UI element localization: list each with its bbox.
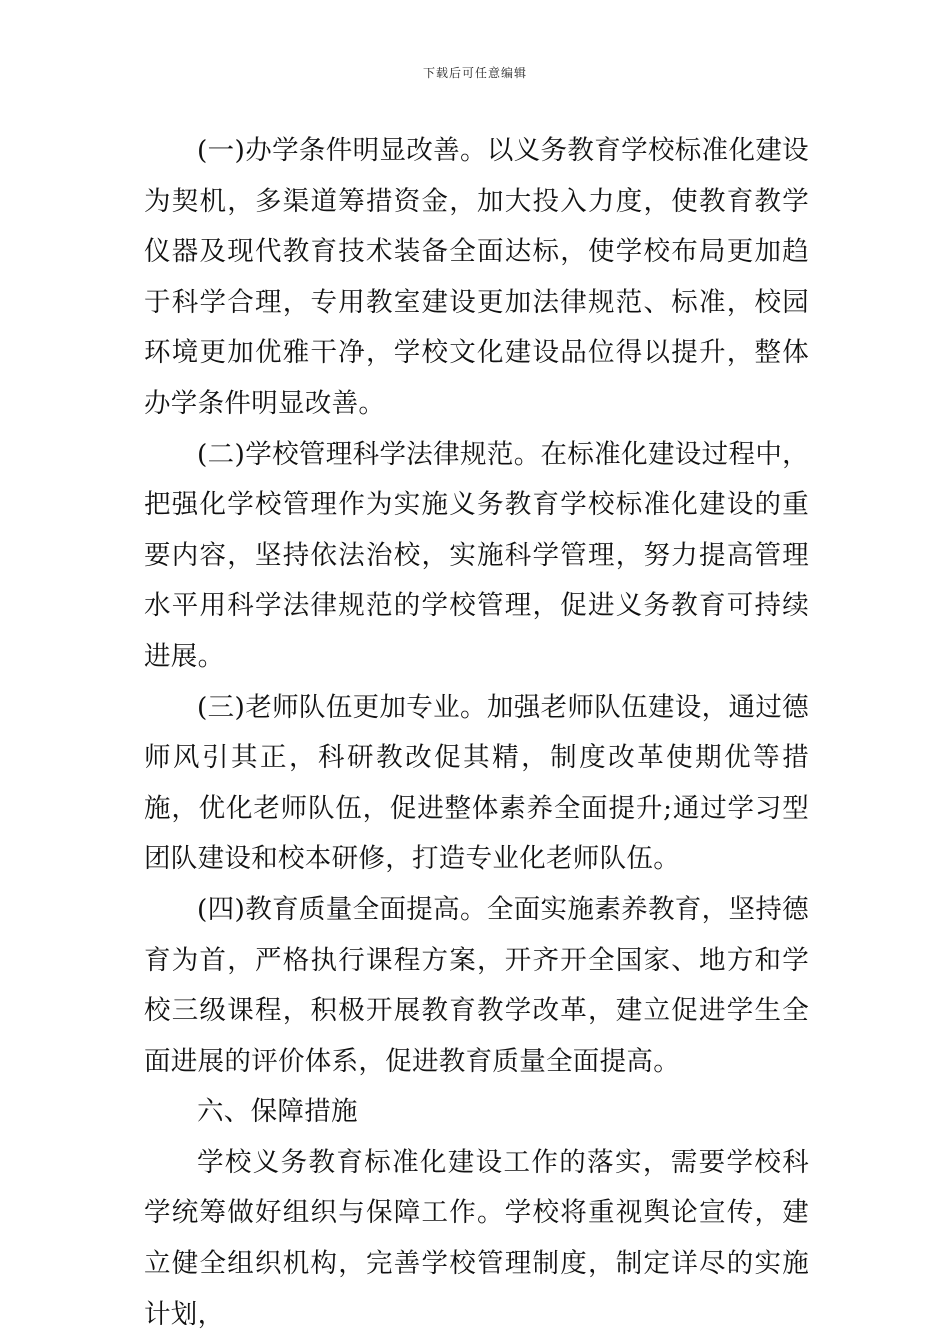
paragraph-school-management: (二)学校管理科学法律规范。在标准化建设过程中，把强化学校管理作为实施义务教育学校标准化建设的重要内容，坚持依法治校，实施科学管理，努力提高管理水平用科学法律规范的学校管理，促进义务教育可持续进展。	[144, 438, 809, 672]
paragraph-teacher-team: (三)老师队伍更加专业。加强老师队伍建设，通过德师风引其正，科研教改促其精，制度改革使期优等措施，优化老师队伍，促进整体素养全面提升;通过学习型团队建设和校本研修，打造专业化老师队伍。	[144, 691, 809, 875]
paragraph-school-conditions: (一)办学条件明显改善。以义务教育学校标准化建设为契机，多渠道筹措资金，加大投入力度，使教育教学仪器及现代教育技术装备全面达标，使学校布局更加趋于科学合理，专用教室建设更加法律规范、标准，校园环境更加优雅干净，学校文化建设品位得以提升，整体办学条件明显改善。	[144, 135, 809, 419]
document-body	[144, 126, 809, 1340]
paragraph-safeguard-work: 学校义务教育标准化建设工作的落实，需要学校科学统筹做好组织与保障工作。学校将重视舆论宣传，建立健全组织机构，完善学校管理制度，制定详尽的实施计划，	[144, 1146, 809, 1330]
paragraph-education-quality: (四)教育质量全面提高。全面实施素养教育，坚持德育为首，严格执行课程方案，开齐开全国家、地方和学校三级课程，积极开展教育教学改革，建立促进学生全面进展的评价体系，促进教育质量全面提高。	[144, 893, 809, 1077]
section-heading-safeguards: 六、保障措施	[197, 1096, 358, 1128]
page-header: 下载后可任意编辑	[422, 66, 527, 80]
